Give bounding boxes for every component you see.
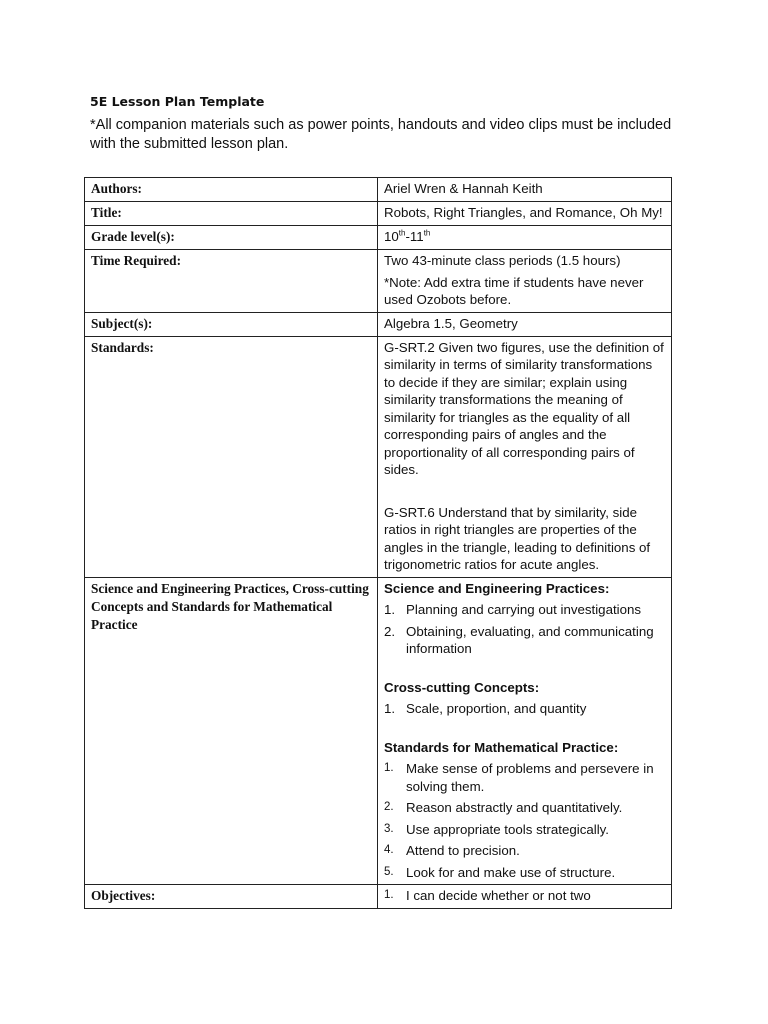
objectives-list xyxy=(384,887,666,905)
ccc-list xyxy=(384,700,666,718)
title-label: Title: xyxy=(85,202,378,226)
grade-label: Grade level(s): xyxy=(85,226,378,250)
table-row-subjects xyxy=(85,312,672,336)
list-item: 1. Scale, proportion, and quantity xyxy=(384,701,587,716)
list-item: 2. Obtaining, evaluating, and communicating information xyxy=(384,623,654,656)
standard-g-srt-2: G-SRT.2 Given two figures, use the definition of similarity in terms of similarity transformations to decide if they are similar; explain using similarity transformations the meaning of similarity for triangles as the equality of all corresponding pairs of angles and the proportionality of all corresponding pairs of sides. xyxy=(384,339,664,477)
subjects-value: Algebra 1.5, Geometry xyxy=(378,312,672,336)
authors-value: Ariel Wren & Hannah Keith xyxy=(378,178,672,202)
objectives-label: Objectives: xyxy=(85,885,378,909)
list-item: 1. I can decide whether or not two xyxy=(384,888,591,903)
page-title: 5E Lesson Plan Template xyxy=(90,94,265,109)
standard-g-srt-6: G-SRT.6 Understand that by similarity, side ratios in right triangles are properties of the angles in the triangle, leading to definitions of trigonometric ratios for acute angles. xyxy=(384,504,651,572)
list-item: 4. Attend to precision. xyxy=(384,843,520,858)
authors-label: Authors: xyxy=(85,178,378,202)
time-note: *Note: Add extra time if students have never used Ozobots before. xyxy=(384,274,644,307)
time-label: Time Required: xyxy=(85,250,378,313)
sep-list xyxy=(384,601,666,658)
time-text: Two 43-minute class periods (1.5 hours) xyxy=(384,253,621,268)
objectives-value xyxy=(378,885,672,909)
table-row-standards xyxy=(85,336,672,577)
grade-end-sup: th xyxy=(423,228,431,238)
grade-sep: -11 xyxy=(405,229,424,244)
time-value xyxy=(378,250,672,313)
list-item: 5. Look for and make use of structure. xyxy=(384,864,616,880)
grade-start-sup: th xyxy=(398,228,406,238)
practices-value xyxy=(378,577,672,885)
lesson-plan-table xyxy=(84,177,672,909)
standards-value xyxy=(378,336,672,577)
practices-label: Science and Engineering Practices, Cross-cutting Concepts and Standards for Mathematical Practice xyxy=(85,577,378,885)
list-item: 3. Use appropriate tools strategically. xyxy=(384,821,609,837)
table-row-objectives xyxy=(85,885,672,909)
intro-note: *All companion materials such as power points, handouts and video clips must be included with the submitted lesson plan. xyxy=(90,117,672,152)
smp-list xyxy=(384,760,666,881)
grade-value xyxy=(378,226,672,250)
sep-heading: Science and Engineering Practices: xyxy=(384,580,610,596)
table-row-practices xyxy=(85,577,672,885)
table-row-title xyxy=(85,202,672,226)
list-item: 1. Planning and carrying out investigations xyxy=(384,602,642,617)
list-item: 2. Reason abstractly and quantitatively. xyxy=(384,800,623,815)
ccc-heading: Cross-cutting Concepts: xyxy=(384,679,540,695)
title-value: Robots, Right Triangles, and Romance, Oh My! xyxy=(378,202,672,226)
list-item: 1. Make sense of problems and persevere in solving them. xyxy=(384,761,654,794)
table-row-time xyxy=(85,250,672,313)
table-row-authors xyxy=(85,178,672,202)
smp-heading: Standards for Mathematical Practice: xyxy=(384,739,619,755)
grade-start: 10 xyxy=(384,229,399,244)
standards-label: Standards: xyxy=(85,336,378,577)
table-row-grade xyxy=(85,226,672,250)
subjects-label: Subject(s): xyxy=(85,312,378,336)
